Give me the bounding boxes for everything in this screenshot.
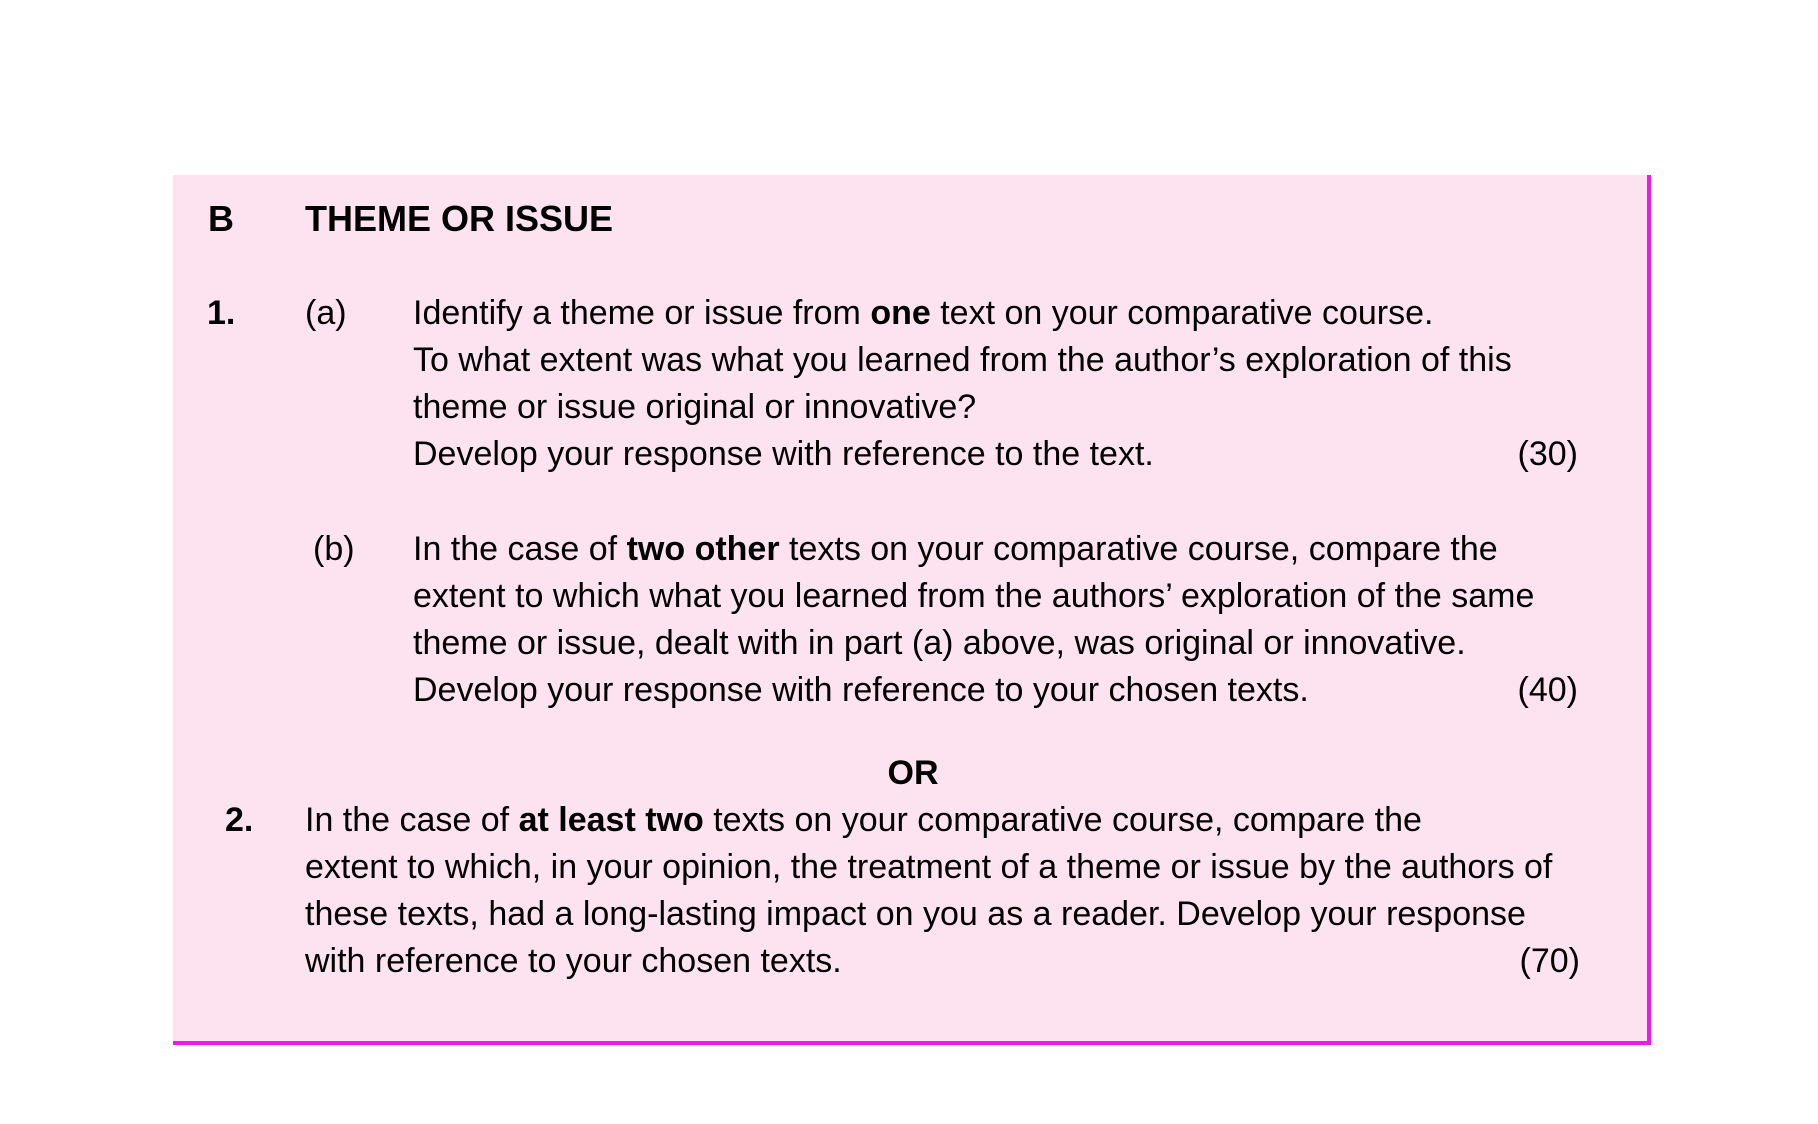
part-a-emphasis: one <box>870 294 931 332</box>
part-a-line-3: theme or issue original or innovative? <box>413 388 977 426</box>
question-2-line-1-post: texts on your comparative course, compare the <box>703 801 1422 839</box>
part-b-line-4: Develop your response with reference to your chosen texts. <box>413 671 1309 709</box>
question-2-line-1 <box>305 797 1552 844</box>
part-b-line-1-pre: In the case of <box>413 530 627 568</box>
or-separator: OR <box>887 754 939 792</box>
part-b-label: (b) <box>313 530 355 568</box>
part-b-emphasis: two other <box>626 530 780 568</box>
question-2-number: 2. <box>225 801 254 839</box>
question-2-text <box>305 797 1552 985</box>
part-b-text <box>413 526 1534 714</box>
question-2-line-3: these texts, had a long-lasting impact on you as a reader. Develop your response <box>305 895 1526 933</box>
part-a-marks: (30) <box>1517 435 1578 473</box>
part-a-line-1-pre: Identify a theme or issue from <box>413 294 871 332</box>
question-2-marks: (70) <box>1519 942 1580 980</box>
question-2-line-1-pre: In the case of <box>305 801 519 839</box>
section-letter: B <box>208 198 234 239</box>
part-b-line-1 <box>413 526 1534 573</box>
part-a-line-1 <box>413 290 1512 337</box>
part-a-line-2: To what extent was what you learned from the author’s exploration of this <box>413 341 1512 379</box>
part-b-line-1-post: texts on your comparative course, compare the <box>779 530 1498 568</box>
part-b-line-3: theme or issue, dealt with in part (a) above, was original or innovative. <box>413 624 1466 662</box>
question-2-line-2: extent to which, in your opinion, the treatment of a theme or issue by the authors of <box>305 848 1553 886</box>
question-2-emphasis: at least two <box>518 801 704 839</box>
part-a-text <box>413 290 1512 478</box>
part-a-label: (a) <box>305 294 347 332</box>
part-b-marks: (40) <box>1517 671 1578 709</box>
question-2-line-4: with reference to your chosen texts. <box>305 942 842 980</box>
part-b-line-2: extent to which what you learned from the authors’ exploration of the same <box>413 577 1535 615</box>
part-a-line-4: Develop your response with reference to the text. <box>413 435 1154 473</box>
section-title: THEME OR ISSUE <box>305 198 614 239</box>
question-1-number: 1. <box>207 294 236 332</box>
part-a-line-1-post: text on your comparative course. <box>930 294 1434 332</box>
